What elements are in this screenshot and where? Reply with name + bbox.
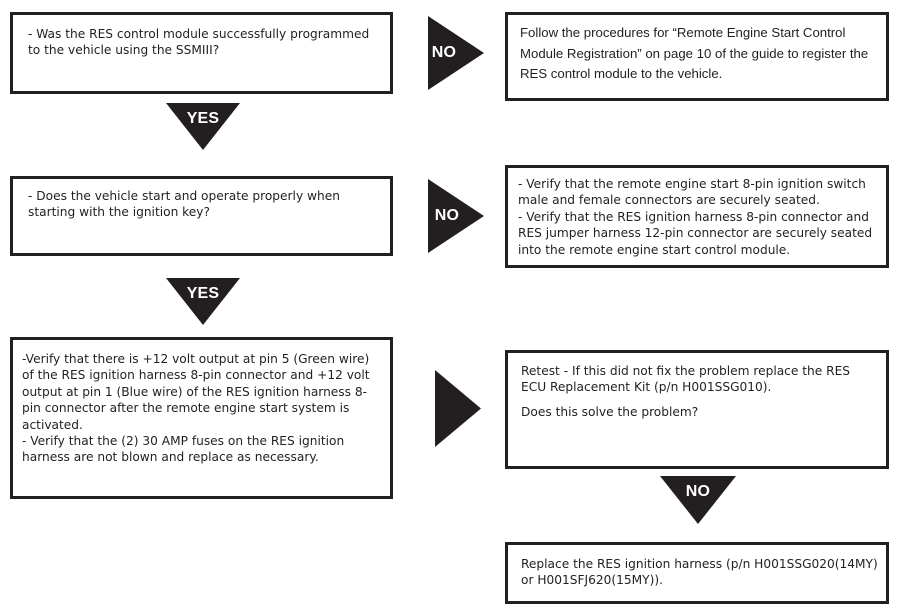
action-box-connectors [505,165,889,268]
action-text-replace-harness: Replace the RES ignition harness (p/n H001SSG020(14MY) or H001SFJ620(15MY)). [521,557,878,588]
no-label-1: NO [431,44,457,61]
action-text-registration: Follow the procedures for “Remote Engine Start Control Module Registration” on page 10 of the guide to register the RES control module to the vehicle. [520,25,869,81]
action-box-replace-harness [505,542,889,604]
check-box-voltage-fuses [10,337,393,499]
yes-arrow-down-1 [166,103,240,150]
question-text-programming: - Was the RES control module successfully programmed to the vehicle using the SSMIII? [28,27,370,58]
action-box-retest [505,350,889,469]
question-box-ignition-key [10,176,393,256]
action-box-registration [505,12,889,101]
arrow-right-3 [435,370,481,447]
question-box-programming [10,12,393,94]
yes-label-2: YES [186,285,220,302]
action-text-connectors-2: - Verify that the RES ignition harness 8-pin connector and RES jumper harness 12-pin connector are securely seated into the remote engine start control module. [518,209,873,257]
action-text-connectors-1: - Verify that the remote engine start 8-pin ignition switch male and female connectors are securely seated. [518,177,866,208]
no-arrow-down-3 [660,476,736,524]
yes-arrow-down-2 [166,278,240,325]
no-label-3: NO [685,483,711,500]
action-text-retest: Retest - If this did not fix the problem replace the RES ECU Replacement Kit (p/n H001SSG010). [521,364,851,395]
yes-label-1: YES [186,110,220,127]
no-arrow-right-1 [428,16,484,90]
no-label-2: NO [434,207,460,224]
check-text-voltage: -Verify that there is +12 volt output at pin 5 (Green wire) of the RES ignition harness 8-pin connector and +12 volt output at pin 1 (Blue wire) of the RES ignition harness 8-pin connector after the remote engine start system is activated. [22,352,370,432]
check-text-fuses: - Verify that the (2) 30 AMP fuses on the RES ignition harness are not blown and replace as necessary. [22,434,345,465]
right-arrow-icon [435,370,481,447]
no-arrow-right-2 [428,179,484,253]
question-text-ignition-key: - Does the vehicle start and operate properly when starting with the ignition key? [28,189,340,220]
action-text-retest-question: Does this solve the problem? [521,404,699,419]
